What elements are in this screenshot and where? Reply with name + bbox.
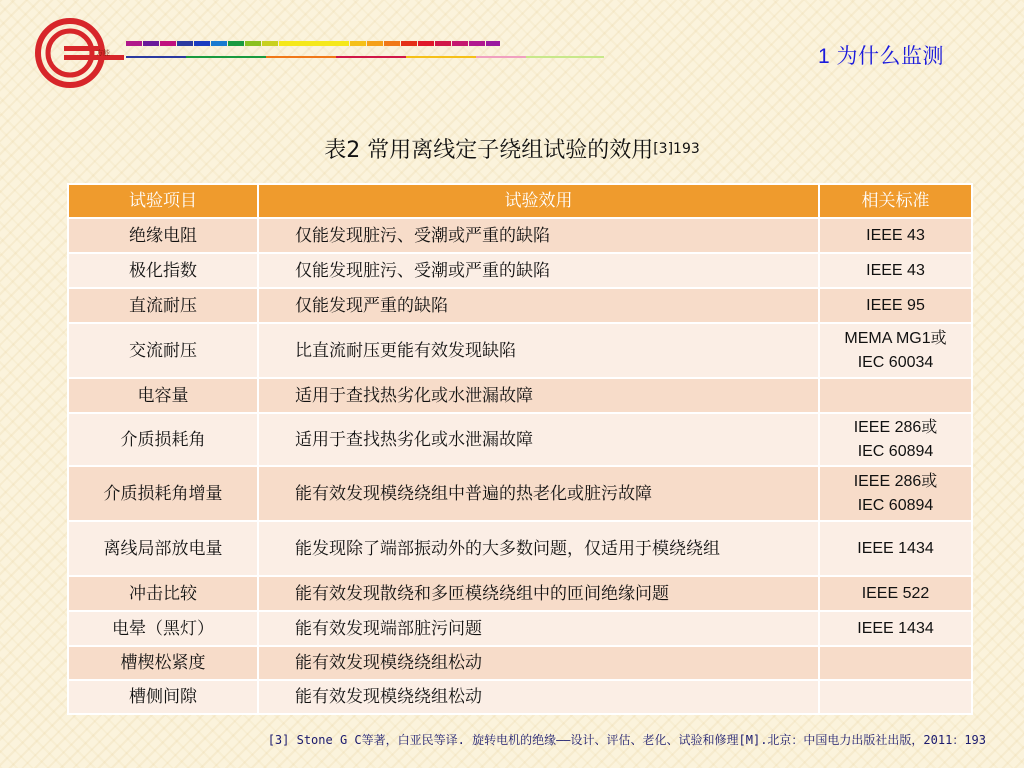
test-standard: [819, 378, 972, 413]
test-effect: 能有效发现模绕绕组中普遍的热老化或脏污故障: [258, 466, 819, 521]
test-standard: IEEE 1434: [819, 611, 972, 646]
test-name: 离线局部放电量: [68, 521, 258, 576]
header-test-item: 试验项目: [68, 184, 258, 218]
test-standard: IEEE 43: [819, 218, 972, 253]
table-body: [68, 218, 972, 714]
test-name: 绝缘电阻: [68, 218, 258, 253]
table-row: [68, 378, 972, 413]
test-standard: IEEE 43: [819, 253, 972, 288]
test-name: 冲击比较: [68, 576, 258, 611]
test-standard: IEEE 522: [819, 576, 972, 611]
test-standard: IEEE 1434: [819, 521, 972, 576]
table-row: [68, 466, 972, 521]
test-effect: 能有效发现端部脏污问题: [258, 611, 819, 646]
table-caption: [0, 133, 1024, 164]
test-effect: 适用于查找热劣化或水泄漏故障: [258, 378, 819, 413]
section-title: 1 为什么监测: [817, 45, 944, 68]
test-standard: IEEE 286或 IEC 60894: [819, 413, 972, 466]
table-row: [68, 323, 972, 378]
test-effect: 能有效发现散绕和多匝模绕绕组中的匝间绝缘问题: [258, 576, 819, 611]
test-standard: MEMA MG1或 IEC 60034: [819, 323, 972, 378]
test-standard: IEEE 286或 IEC 60894: [819, 466, 972, 521]
logo-bar-bottom: [64, 55, 124, 60]
table-row: [68, 413, 972, 466]
table-row: [68, 680, 972, 714]
test-name: 电容量: [68, 378, 258, 413]
table-caption-reference: [3]193: [653, 140, 700, 157]
test-standard: [819, 680, 972, 714]
test-standard: [819, 646, 972, 680]
logo-text: 方能: [96, 49, 110, 57]
company-logo: [34, 16, 126, 90]
table-row: [68, 611, 972, 646]
table-row: [68, 288, 972, 323]
table-caption-text: 表2 常用离线定子绕组试验的效用: [324, 138, 654, 163]
header-test-effect: 试验效用: [258, 184, 819, 218]
test-name: 交流耐压: [68, 323, 258, 378]
test-name: 介质损耗角: [68, 413, 258, 466]
table-header-row: [68, 184, 972, 218]
test-name: 电晕（黑灯）: [68, 611, 258, 646]
test-name: 直流耐压: [68, 288, 258, 323]
test-name: 极化指数: [68, 253, 258, 288]
test-standard: IEEE 95: [819, 288, 972, 323]
test-effect: 比直流耐压更能有效发现缺陷: [258, 323, 819, 378]
test-effectiveness-table: [67, 183, 973, 715]
test-effect: 仅能发现脏污、受潮或严重的缺陷: [258, 253, 819, 288]
test-effect: 仅能发现脏污、受潮或严重的缺陷: [258, 218, 819, 253]
table-row: [68, 521, 972, 576]
table-row: [68, 218, 972, 253]
test-effect: 能发现除了端部振动外的大多数问题，仅适用于模绕绕组: [258, 521, 819, 576]
table-row: [68, 646, 972, 680]
test-name: 介质损耗角增量: [68, 466, 258, 521]
test-effect: 适用于查找热劣化或水泄漏故障: [258, 413, 819, 466]
header-color-stripes: [126, 41, 606, 61]
reference-footnote: [3] Stone G C等著，白亚民等译. 旋转电机的绝缘——设计、评估、老化、试验和修理[M].北京：中国电力出版社出版，2011：193: [267, 733, 986, 747]
test-effect: 能有效发现模绕绕组松动: [258, 680, 819, 714]
test-effect: 仅能发现严重的缺陷: [258, 288, 819, 323]
table-row: [68, 576, 972, 611]
table-row: [68, 253, 972, 288]
test-effect: 能有效发现模绕绕组松动: [258, 646, 819, 680]
test-name: 槽侧间隙: [68, 680, 258, 714]
logo-inner-ring: [48, 31, 92, 75]
test-name: 槽楔松紧度: [68, 646, 258, 680]
header-related-standard: 相关标准: [819, 184, 972, 218]
